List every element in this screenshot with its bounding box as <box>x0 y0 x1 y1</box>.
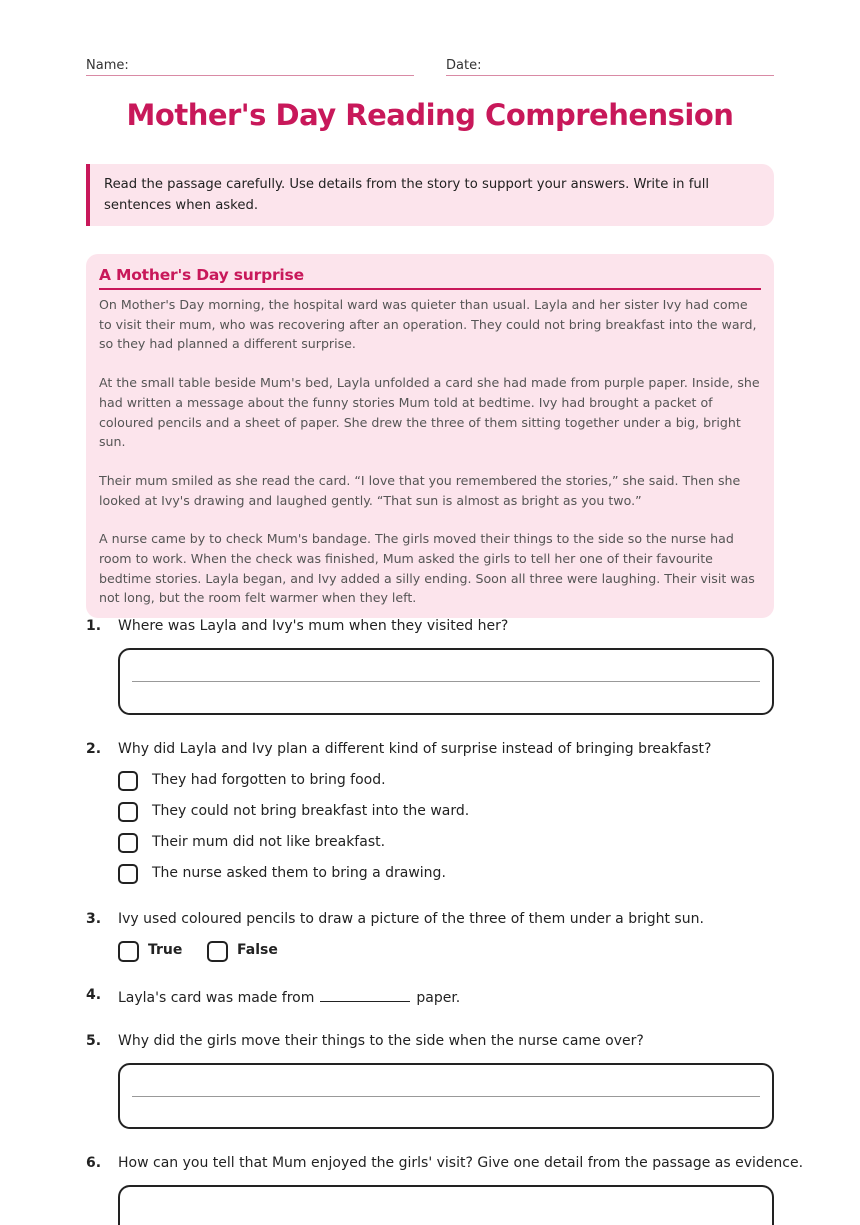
checkbox[interactable] <box>118 941 139 962</box>
question-4 <box>86 987 774 1011</box>
question-1 <box>86 618 774 718</box>
answer-box[interactable] <box>118 1063 774 1129</box>
checkbox[interactable] <box>118 833 138 853</box>
question-text: Why did Layla and Ivy plan a different kind of surprise instead of bringing breakfast? <box>118 741 712 757</box>
answer-line <box>132 681 760 682</box>
passage-paragraph: A nurse came by to check Mum's bandage. The girls moved their things to the side so the nurse had room to work. When the check was finished, Mum asked the girls to tell her one of their favourite bedtime stories. Layla began, and Ivy added a silly ending. Soon all three were laughing. Their visit was not long, but the room felt warmer when they left. <box>99 531 755 606</box>
false-label: False <box>237 942 278 958</box>
choice-label: They had forgotten to bring food. <box>152 772 386 788</box>
checkbox[interactable] <box>118 802 138 822</box>
checkbox[interactable] <box>207 941 228 962</box>
question-number: 3. <box>86 911 102 927</box>
passage-paragraph: On Mother's Day morning, the hospital ward was quieter than usual. Layla and her sister Ivy had come to visit their mum, who was recovering after an operation. They could not bring breakfast into the ward, so they had planned a different surprise. <box>99 297 757 352</box>
checkbox[interactable] <box>118 771 138 791</box>
checkbox[interactable] <box>118 864 138 884</box>
choice-label: They could not bring breakfast into the ward. <box>152 803 470 819</box>
page-title: Mother's Day Reading Comprehension <box>126 98 734 132</box>
answer-box[interactable] <box>118 648 774 715</box>
question-text-before: Layla's card was made from <box>118 990 315 1006</box>
choice-label: Their mum did not like breakfast. <box>152 834 386 850</box>
passage-paragraph: At the small table beside Mum's bed, Layla unfolded a card she had made from purple paper. Inside, she had written a message about the funny stories Mum told at bedtime. Ivy had brought a packet of coloured pencils and a sheet of paper. She drew the three of them sitting together under a big, bright sun. <box>99 375 760 450</box>
question-text <box>118 987 460 1006</box>
question-text-after: paper. <box>416 990 461 1006</box>
header-fields <box>86 54 774 76</box>
question-number: 5. <box>86 1033 102 1049</box>
question-number: 4. <box>86 987 102 1003</box>
question-number: 1. <box>86 618 102 634</box>
date-field[interactable] <box>446 54 774 76</box>
instructions-box: Read the passage carefully. Use details from the story to support your answers. Write in full sentences when asked. <box>86 164 774 226</box>
question-6 <box>86 1155 804 1216</box>
answer-box[interactable] <box>118 1185 774 1225</box>
choice-label: The nurse asked them to bring a drawing. <box>152 865 446 881</box>
name-field[interactable] <box>86 54 414 76</box>
question-text: How can you tell that Mum enjoyed the girls' visit? Give one detail from the passage as evidence. <box>118 1155 804 1171</box>
question-2 <box>86 741 774 891</box>
passage-paragraph: Their mum smiled as she read the card. “I love that you remembered the stories,” she said. Then she looked at Ivy's drawing and laughed gently. “That sun is almost as bright as you two.” <box>99 472 741 508</box>
question-3 <box>86 911 774 967</box>
question-number: 6. <box>86 1155 102 1171</box>
question-number: 2. <box>86 741 102 757</box>
reading-passage <box>86 254 774 618</box>
answer-line <box>132 1096 760 1097</box>
question-5 <box>86 1033 774 1133</box>
question-text: Where was Layla and Ivy's mum when they visited her? <box>118 618 509 634</box>
question-text: Ivy used coloured pencils to draw a picture of the three of them under a bright sun. <box>118 911 704 927</box>
name-label: Name: <box>86 58 129 73</box>
passage-title: A Mother's Day surprise <box>99 266 761 290</box>
date-label: Date: <box>446 58 482 73</box>
fill-in-blank[interactable] <box>320 987 410 1002</box>
question-text: Why did the girls move their things to the side when the nurse came over? <box>118 1033 644 1049</box>
true-label: True <box>148 942 183 958</box>
